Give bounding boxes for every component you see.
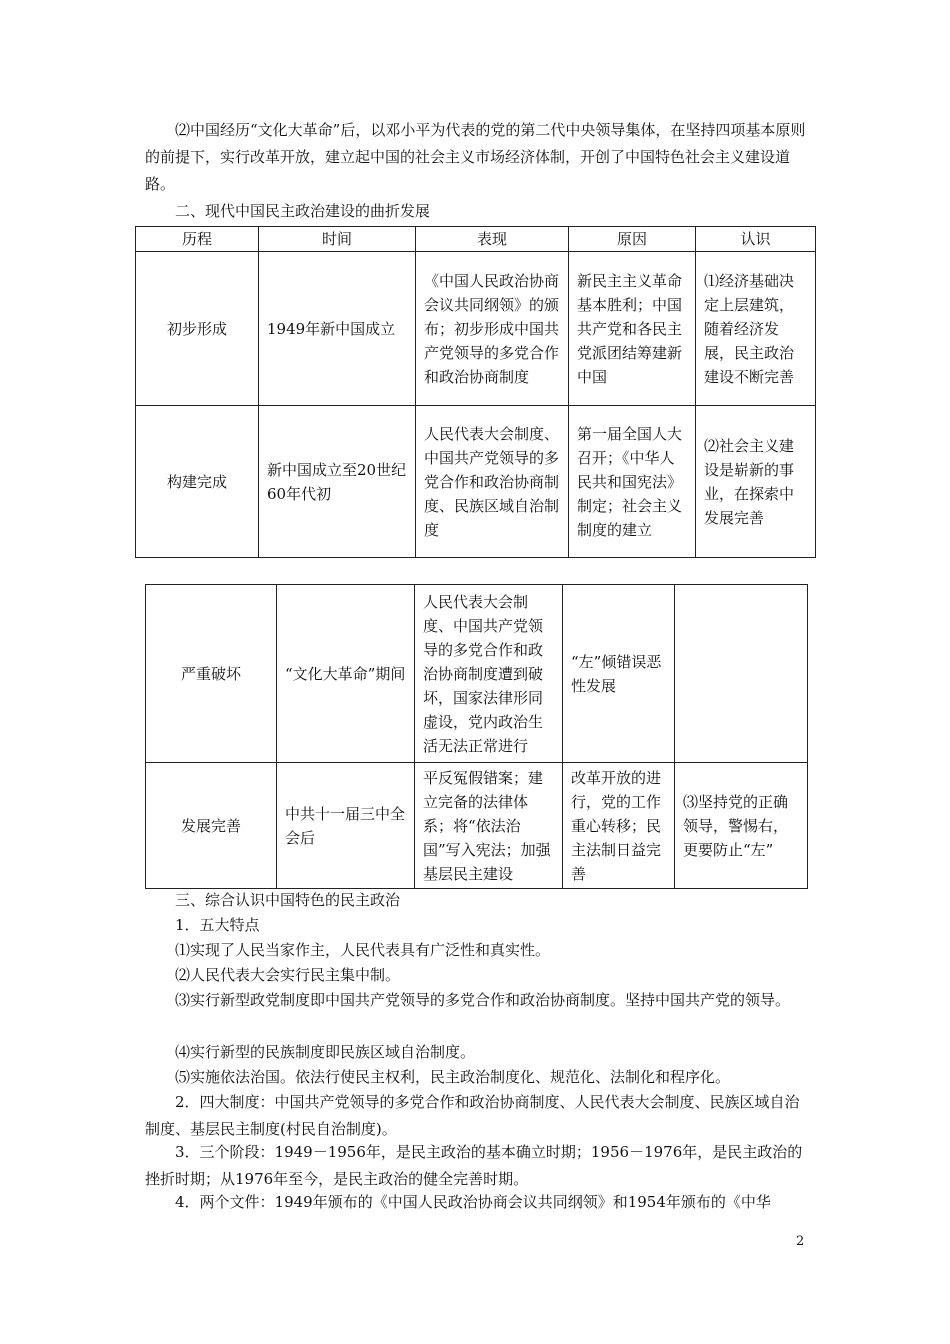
row-insight: ⑵社会主义建设是崭新的事业，在探索中发展完善 [696, 406, 816, 558]
row-stage: 严重破坏 [146, 585, 277, 763]
point1-item: ⑵人民代表大会实行民主集中制。 [175, 966, 401, 984]
point1-item: ⑶实行新型政党制度即中国共产党领导的多党合作和政治协商制度。坚持中国共产党的领导。 [175, 991, 791, 1009]
page-number: 2 [796, 1234, 805, 1249]
header-time: 时间 [259, 227, 416, 252]
intro-paragraph: ⑵中国经历“文化大革命”后，以邓小平为代表的党的第二代中央领导集体，在坚持四项基本原则的前提下，实行改革开放，建立起中国的社会主义市场经济体制，开创了中国特色社会主义建设道路。 [145, 121, 806, 193]
header-manifestation: 表现 [416, 227, 569, 252]
section3-heading: 三、综合认识中国特色的民主政治 [175, 891, 401, 909]
header-cause: 原因 [569, 227, 696, 252]
row-manifestation: 人民代表大会制度、中国共产党领导的多党合作和政治协商制度、民族区域自治制度 [416, 406, 569, 558]
header-stage: 历程 [136, 227, 259, 252]
row-cause: 新民主主义革命基本胜利；中国共产党和各民主党派团结筹建新中国 [569, 252, 696, 406]
row-time: 新中国成立至20世纪60年代初 [259, 406, 416, 558]
row-insight: ⑴经济基础决定上层建筑，随着经济发展，民主政治建设不断完善 [696, 252, 816, 406]
header-insight: 认识 [696, 227, 816, 252]
point2-paragraph: 2．四大制度：中国共产党领导的多党合作和政治协商制度、人民代表大会制度、民族区域自治制度、基层民主制度(村民自治制度)。 [145, 1093, 800, 1138]
table-row [136, 406, 816, 558]
row-manifestation: 《中国人民政治协商会议共同纲领》的颁布；初步形成中国共产党领导的多党合作和政治协商制度 [416, 252, 569, 406]
row-insight: ⑶坚持党的正确领导，警惕右，更要防止“左” [675, 763, 808, 889]
point3-paragraph: 3．三个阶段：1949－1956年，是民主政治的基本确立时期；1956－1976年，是民主政治的挫折时期；从1976年至今，是民主政治的健全完善时期。 [145, 1143, 803, 1188]
row-time: “文化大革命”期间 [277, 585, 415, 763]
history-table-part2 [145, 584, 808, 889]
row-time: 1949年新中国成立 [259, 252, 416, 406]
table-row [146, 585, 808, 763]
point4-paragraph: 4．两个文件：1949年颁布的《中国人民政治协商会议共同纲领》和1954年颁布的《中华 [175, 1193, 771, 1211]
row-insight [675, 585, 808, 763]
row-stage: 初步形成 [136, 252, 259, 406]
row-manifestation: 人民代表大会制度、中国共产党领导的多党合作和政治协商制度遭到破坏，国家法律形同虚设，党内政治生活无法正常进行 [415, 585, 563, 763]
row-manifestation: 平反冤假错案；建立完备的法律体系；将“依法治国”写入宪法；加强基层民主建设 [415, 763, 563, 889]
row-cause: “左”倾错误恶性发展 [563, 585, 675, 763]
row-stage: 构建完成 [136, 406, 259, 558]
row-time: 中共十一届三中全会后 [277, 763, 415, 889]
point1-item: ⑸实施依法治国。依法行使民主权利，民主政治制度化、规范化、法制化和程序化。 [175, 1068, 731, 1086]
table-row [136, 252, 816, 406]
section2-heading: 二、现代中国民主政治建设的曲折发展 [175, 202, 431, 220]
point1-item: ⑷实行新型的民族制度即民族区域自治制度。 [175, 1043, 476, 1061]
row-cause: 改革开放的进行，党的工作重心转移；民主法制日益完善 [563, 763, 675, 889]
history-table-part1 [135, 226, 816, 558]
table-header-row [136, 227, 816, 252]
row-stage: 发展完善 [146, 763, 277, 889]
point1-item: ⑴实现了人民当家作主，人民代表具有广泛性和真实性。 [175, 941, 551, 959]
table-row [146, 763, 808, 889]
point1-heading: 1．五大特点 [175, 916, 260, 934]
row-cause: 第一届全国人大召开；《中华人民共和国宪法》制定；社会主义制度的建立 [569, 406, 696, 558]
